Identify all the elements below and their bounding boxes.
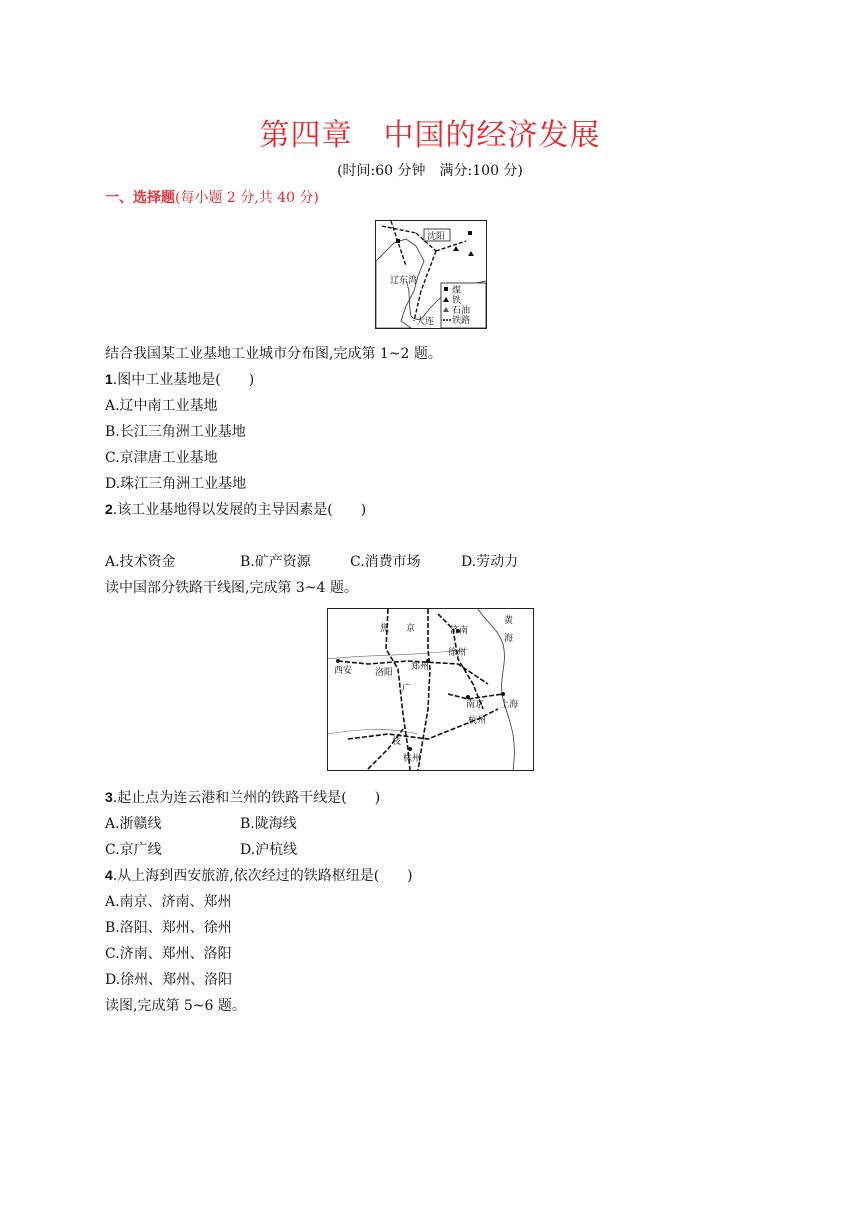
q4-number: 4 — [105, 867, 113, 883]
q4-option-d[interactable]: D.徐州、郑州、洛阳 — [105, 972, 233, 988]
map1-legend-railway: 铁路 — [452, 316, 471, 326]
map2-label-shanghai: 上海 — [500, 700, 519, 710]
map1-legend-iron: 铁 — [452, 296, 462, 306]
q4-option-c[interactable]: C.济南、郑州、洛阳 — [105, 946, 232, 962]
q3-option-c[interactable]: C.京广线 — [105, 842, 162, 858]
q2-number: 2 — [105, 501, 113, 517]
map1-legend-coal: 煤 — [452, 286, 462, 296]
q3-number: 3 — [105, 789, 113, 805]
map1-legend-oil: 石油 — [452, 306, 471, 316]
exam-info: (时间:60 分钟 满分:100 分) — [337, 163, 523, 179]
page-title: 第四章 中国的经济发展 — [259, 118, 601, 153]
q3-stem: .起止点为连云港和兰州的铁路干线是( ) — [112, 790, 381, 806]
q1-stem: .图中工业基地是( ) — [112, 372, 255, 388]
map2-label-zhuzhou: 株州 — [403, 754, 422, 764]
map1-label-dalian: 大连 — [416, 317, 435, 327]
q2-option-b[interactable]: B.矿产资源 — [240, 554, 311, 570]
q1-option-b[interactable]: B.长江三角洲工业基地 — [105, 424, 246, 440]
map1-label-shenyang: 沈阳 — [427, 232, 446, 242]
map2-label-zhengzhou: 郑州 — [411, 662, 430, 672]
map2-label-hangzhou: 杭州 — [468, 716, 487, 726]
section-heading — [105, 187, 319, 207]
map2-label-huang: 黄 — [504, 616, 514, 626]
q4-option-a[interactable]: A.南京、济南、郑州 — [105, 894, 232, 910]
section-note: (每小题 2 分,共 40 分) — [175, 190, 319, 206]
map2-label-luoyang: 洛阳 — [375, 668, 394, 678]
q2-option-d[interactable]: D.劳动力 — [461, 554, 519, 570]
q3-option-d[interactable]: D.沪杭线 — [240, 842, 298, 858]
q1-option-a[interactable]: A.辽中南工业基地 — [105, 398, 218, 414]
q2-option-c[interactable]: C.消费市场 — [350, 554, 421, 570]
map2-label-zhi: 枝 — [392, 737, 402, 747]
q1-option-d[interactable]: D.珠江三角洲工业基地 — [105, 476, 247, 492]
section-label: 一、选择题 — [105, 190, 175, 206]
intro-q3-4: 读中国部分铁路干线图,完成第 3~4 题。 — [105, 580, 358, 596]
railway-map — [327, 608, 534, 771]
intro-q5-6: 读图,完成第 5~6 题。 — [105, 998, 246, 1014]
map2-label-jinan: 济南 — [450, 626, 469, 636]
question-2 — [105, 499, 366, 519]
q4-option-b[interactable]: B.洛阳、郑州、徐州 — [105, 920, 232, 936]
map2-label-hai: 海 — [504, 634, 514, 644]
question-3 — [105, 787, 380, 807]
q3-option-b[interactable]: B.陇海线 — [240, 816, 297, 832]
q2-stem: .该工业基地得以发展的主导因素是( ) — [112, 502, 367, 518]
question-1 — [105, 369, 254, 389]
railway-map-drawing — [328, 609, 533, 770]
q4-stem: .从上海到西安旅游,依次经过的铁路枢纽是( ) — [112, 868, 413, 884]
map2-label-nanjing: 南京 — [466, 700, 485, 710]
map2-label-guang: 广 — [402, 684, 412, 694]
intro-q1-2: 结合我国某工业基地工业城市分布图,完成第 1~2 题。 — [105, 346, 442, 362]
map1-label-liaodong-bay: 辽东湾 — [390, 276, 418, 286]
industrial-base-map-drawing — [376, 221, 486, 328]
q3-option-a[interactable]: A.浙赣线 — [105, 816, 162, 832]
map2-label-xuzhou: 徐州 — [448, 648, 467, 658]
question-4 — [105, 865, 413, 885]
q1-option-c[interactable]: C.京津唐工业基地 — [105, 450, 218, 466]
q1-number: 1 — [105, 371, 113, 387]
map2-label-xian: 西安 — [334, 666, 353, 676]
map2-label-jing: 京 — [406, 624, 416, 634]
industrial-base-map — [375, 220, 487, 329]
map2-label-jiao: 焦 — [380, 624, 390, 634]
q2-option-a[interactable]: A.技术资金 — [105, 554, 176, 570]
